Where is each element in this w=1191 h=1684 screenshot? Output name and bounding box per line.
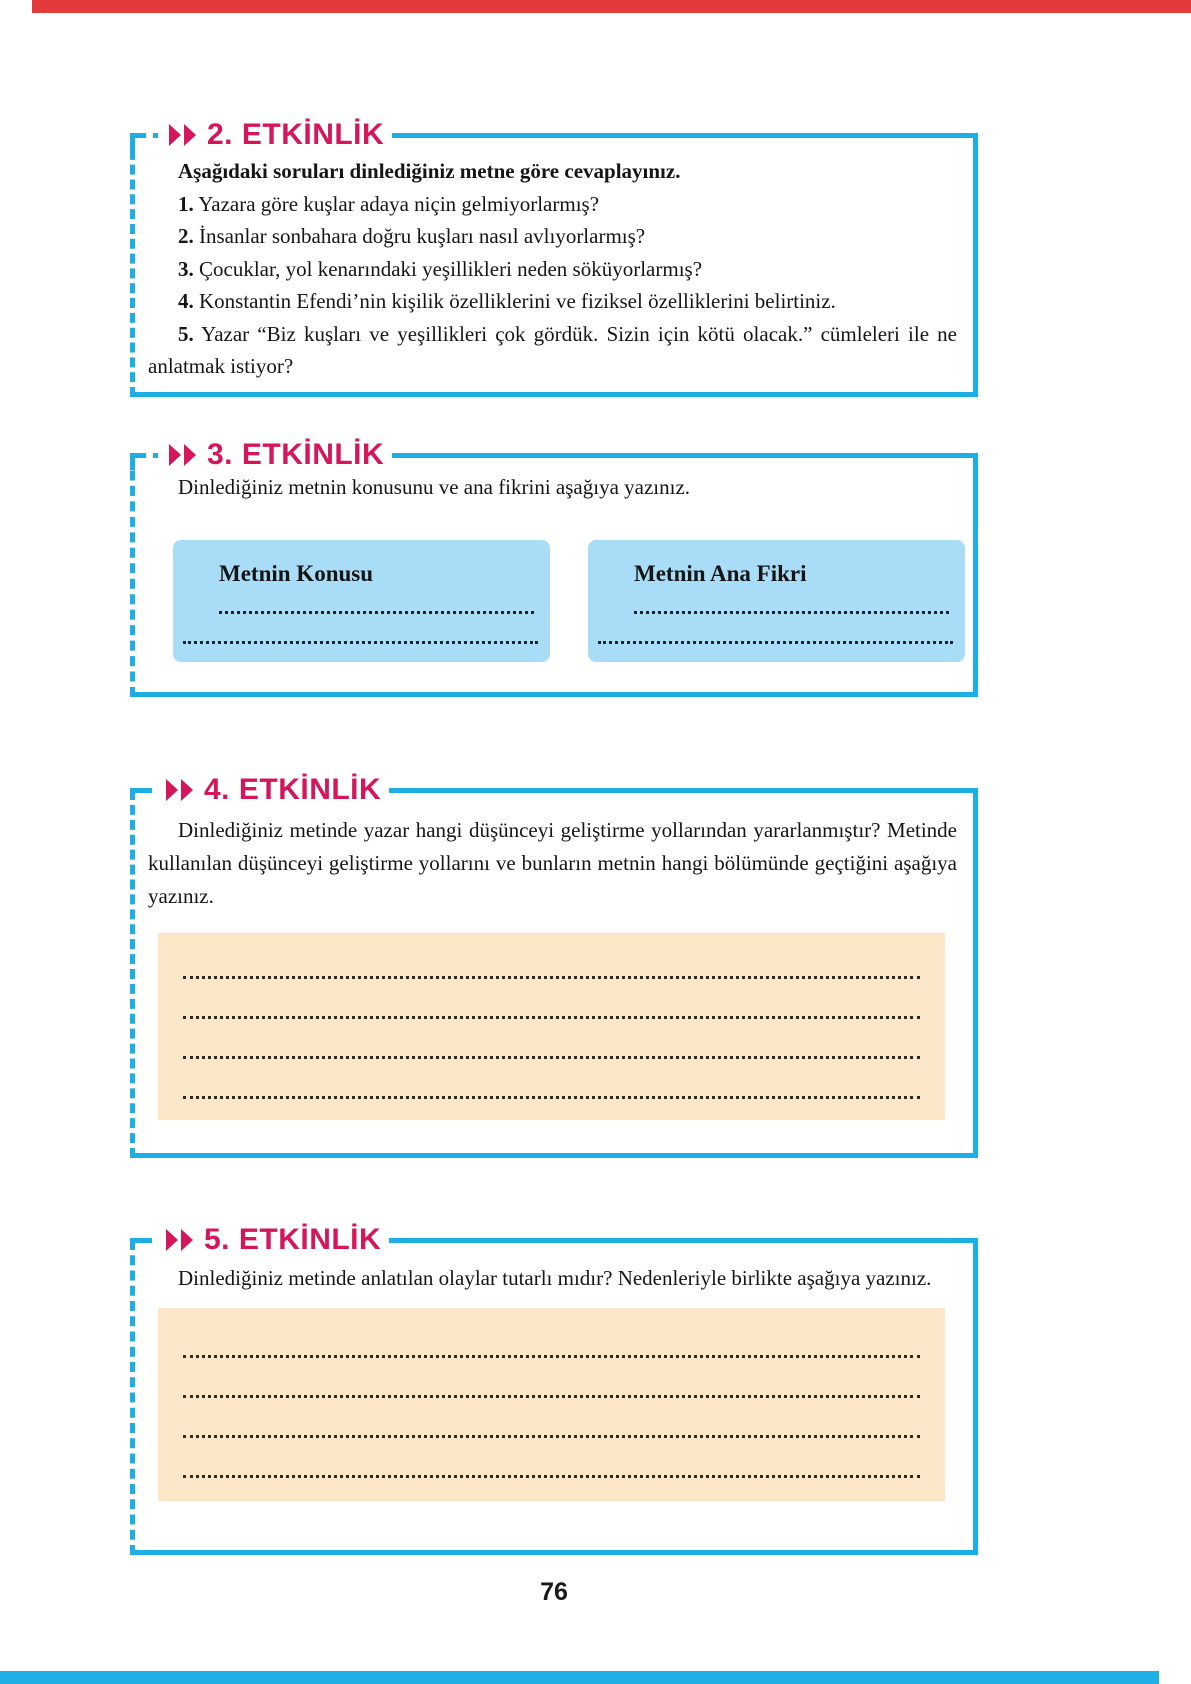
main-idea-answer-box <box>588 540 965 662</box>
question-text: Yazara göre kuşlar adaya niçin gelmiyorlarmış? <box>193 191 600 216</box>
answer-line <box>598 641 953 644</box>
activity-title: 2. ETKİNLİK <box>207 118 385 151</box>
answer-line <box>183 641 538 644</box>
activity-4-prompt: Dinlediğiniz metinde yazar hangi düşünceyi geliştirme yollarından yararlanmıştır? Metinde kullanılan düşünceyi geliştirme yollarını ve bunların metnin hangi bölümünde geçtiğini aşağıya yazınız. <box>148 818 957 908</box>
dash-decoration <box>130 1238 152 1243</box>
dash-decoration <box>130 788 152 793</box>
answer-area <box>158 933 945 1120</box>
answer-line <box>219 611 534 614</box>
double-chevron-icon <box>167 122 199 148</box>
dot-decoration <box>153 453 158 458</box>
activity-title: 5. ETKİNLİK <box>204 1223 382 1256</box>
question-text: Konstantin Efendi’nin kişilik özelliklerini ve fiziksel özelliklerini belirtiniz. <box>193 289 836 313</box>
answer-area <box>158 1308 945 1501</box>
activity-title: 3. ETKİNLİK <box>207 438 385 471</box>
question-text: Yazar “Biz kuşları ve yeşillikleri çok gördük. Sizin için kötü olacak.” cümleleri ile ne anlatmak istiyor? <box>148 321 957 378</box>
answer-line <box>183 1358 920 1398</box>
answer-line <box>183 1318 920 1358</box>
bottom-edge-bar <box>0 1671 1159 1684</box>
double-chevron-icon <box>167 442 199 468</box>
topic-box-title: Metnin Konusu <box>219 560 374 586</box>
question-number: 2. <box>178 224 194 248</box>
topic-answer-box <box>173 540 550 662</box>
activity-3-section <box>130 438 978 697</box>
answer-box-row <box>173 540 957 662</box>
header-rule <box>392 453 978 458</box>
question-text: Çocuklar, yol kenarındaki yeşillikleri neden söküyorlarmış? <box>193 256 703 281</box>
answer-line <box>183 1059 920 1099</box>
question-number: 3. <box>178 256 194 281</box>
question-item <box>148 285 957 318</box>
activity-5-prompt: Dinlediğiniz metinde anlatılan olaylar tutarlı mıdır? Nedenleriyle birlikte aşağıya yazınız. <box>178 1266 932 1290</box>
double-chevron-icon <box>164 1227 196 1253</box>
question-text: İnsanlar sonbahara doğru kuşları nasıl avlıyorlarmış? <box>193 224 646 248</box>
double-chevron-icon <box>164 777 196 803</box>
question-item <box>148 253 957 286</box>
question-item <box>148 318 957 383</box>
activity-4-section <box>130 773 978 1158</box>
question-item <box>148 220 957 253</box>
answer-line <box>183 1438 920 1478</box>
answer-line <box>183 979 920 1019</box>
activity-2-section <box>130 118 978 397</box>
activity-4-header <box>130 773 978 807</box>
header-rule <box>389 1238 978 1243</box>
activity-title: 4. ETKİNLİK <box>204 773 382 806</box>
question-number: 4. <box>178 289 194 313</box>
activity-5-section <box>130 1223 978 1555</box>
header-rule <box>389 788 978 793</box>
activity-5-header <box>130 1223 978 1257</box>
top-edge-bar <box>32 0 1191 13</box>
activity-2-intro: Aşağıdaki soruları dinlediğiniz metne göre cevaplayınız. <box>178 159 681 183</box>
activity-2-header <box>130 118 978 152</box>
question-number: 1. <box>178 191 194 216</box>
page-number: 76 <box>540 1578 568 1606</box>
answer-line <box>183 939 920 979</box>
main-idea-box-title: Metnin Ana Fikri <box>634 560 807 586</box>
corner-bracket-decoration <box>130 440 146 470</box>
answer-line <box>634 611 949 614</box>
activity-3-header <box>130 438 978 472</box>
corner-bracket-decoration <box>130 120 146 150</box>
question-number: 5. <box>178 321 194 346</box>
question-item <box>148 188 957 221</box>
header-rule <box>392 133 978 138</box>
activity-3-prompt: Dinlediğiniz metnin konusunu ve ana fikrini aşağıya yazınız. <box>178 475 691 499</box>
answer-line <box>183 1398 920 1438</box>
dot-decoration <box>153 133 158 138</box>
answer-line <box>183 1019 920 1059</box>
